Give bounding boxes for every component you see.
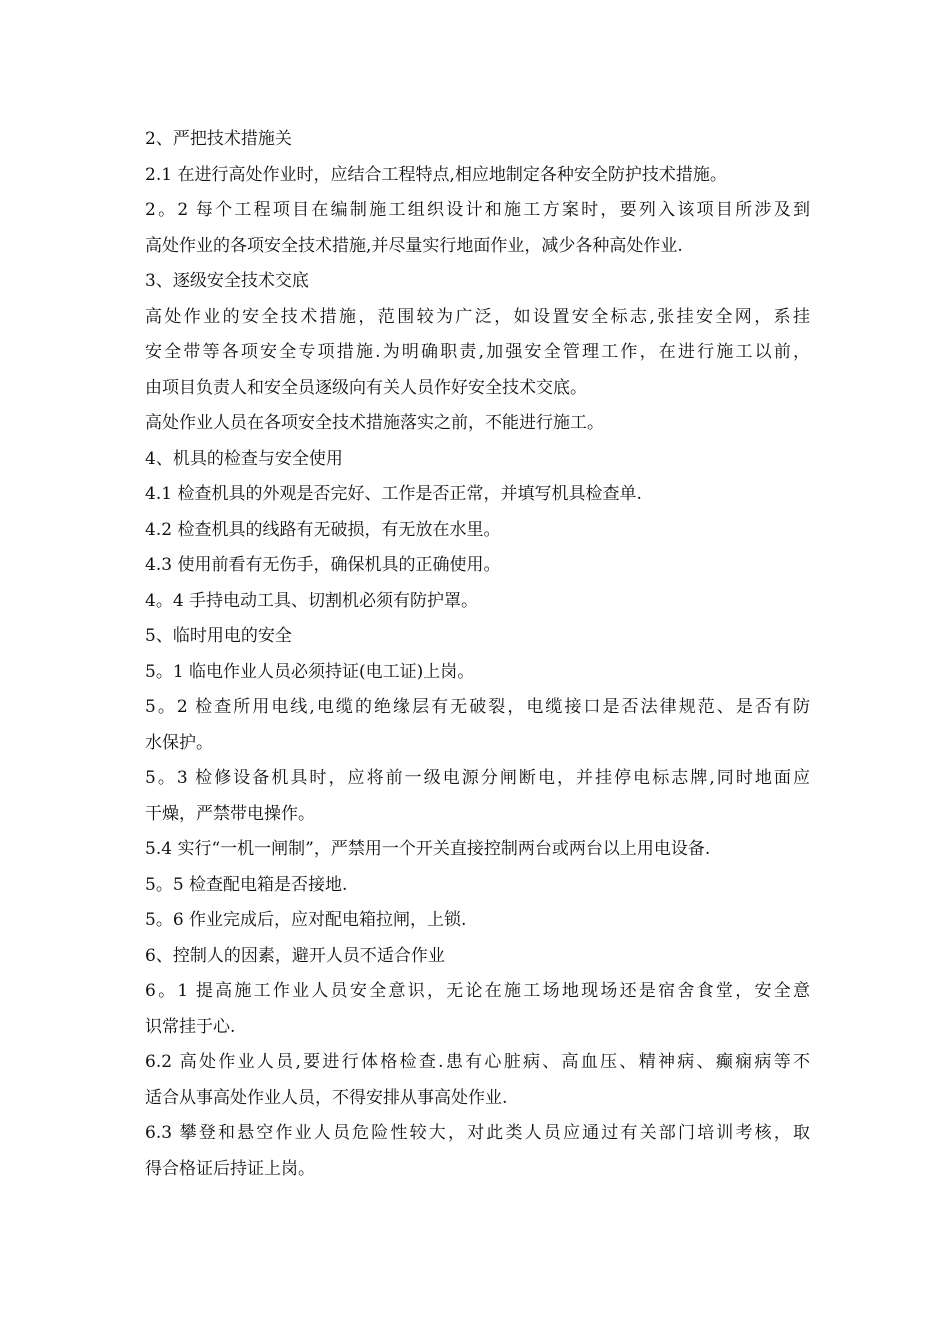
document-line: 识常挂于心. xyxy=(145,1016,236,1037)
document-line: 4.1 检查机具的外观是否完好、工作是否正常，并填写机具检查单. xyxy=(145,484,642,504)
document-line: 由项目负责人和安全员逐级向有关人员作好安全技术交底。 xyxy=(145,377,587,398)
document-line: 5、临时用电的安全 xyxy=(145,626,292,646)
document-line: 6.2 高处作业人员,要进行体格检查.患有心脏病、高血压、精神病、癫痫病等不 xyxy=(145,1052,810,1072)
document-line: 6.3 攀登和悬空作业人员危险性较大，对此类人员应通过有关部门培训考核，取 xyxy=(145,1123,810,1143)
document-line: 2.1 在进行高处作业时，应结合工程特点,相应地制定各种安全防护技术措施。 xyxy=(145,164,727,185)
document-line: 5。5 检查配电箱是否接地. xyxy=(145,874,348,895)
document-line: 适合从事高处作业人员，不得安排从事高处作业. xyxy=(145,1087,508,1108)
document-line: 5.4 实行“一机一闸制”，严禁用一个开关直接控制两台或两台以上用电设备. xyxy=(145,839,711,859)
document-line: 4。4 手持电动工具、切割机必须有防护罩。 xyxy=(145,590,479,611)
document-line: 高处作业的安全技术措施，范围较为广泛，如设置安全标志,张挂安全网，系挂 xyxy=(145,306,810,327)
document-line: 6、控制人的因素，避开人员不适合作业 xyxy=(145,945,445,966)
document-line: 安全带等各项安全专项措施.为明确职责,加强安全管理工作，在进行施工以前， xyxy=(145,342,810,362)
document-line: 高处作业人员在各项安全技术措施落实之前，不能进行施工。 xyxy=(145,413,604,433)
document-line: 得合格证后持证上岗。 xyxy=(145,1158,315,1179)
document-line: 高处作业的各项安全技术措施,并尽量实行地面作业，减少各种高处作业. xyxy=(145,235,683,256)
document-body xyxy=(145,122,810,1187)
document-line: 水保护。 xyxy=(145,732,213,753)
document-line: 4.2 检查机具的线路有无破损，有无放在水里。 xyxy=(145,519,501,540)
document-line: 5。2 检查所用电线,电缆的绝缘层有无破裂，电缆接口是否法律规范、是否有防 xyxy=(145,697,810,717)
document-line: 5。6 作业完成后，应对配电箱拉闸，上锁. xyxy=(145,910,467,930)
document-line: 2、严把技术措施关 xyxy=(145,129,292,149)
document-line: 4.3 使用前看有无伤手，确保机具的正确使用。 xyxy=(145,555,501,575)
document-line: 3、逐级安全技术交底 xyxy=(145,271,309,291)
document-line: 4、机具的检查与安全使用 xyxy=(145,448,343,469)
document-line: 2。2 每个工程项目在编制施工组织设计和施工方案时，要列入该项目所涉及到 xyxy=(145,200,810,220)
document-line: 5。1 临电作业人员必须持证(电工证)上岗。 xyxy=(145,661,475,682)
document-line: 6。1 提高施工作业人员安全意识，无论在施工场地现场还是宿舍食堂，安全意 xyxy=(145,981,810,1001)
document-line: 干燥，严禁带电操作。 xyxy=(145,803,315,824)
document-line: 5。3 检修设备机具时，应将前一级电源分闸断电，并挂停电标志牌,同时地面应 xyxy=(145,768,810,788)
